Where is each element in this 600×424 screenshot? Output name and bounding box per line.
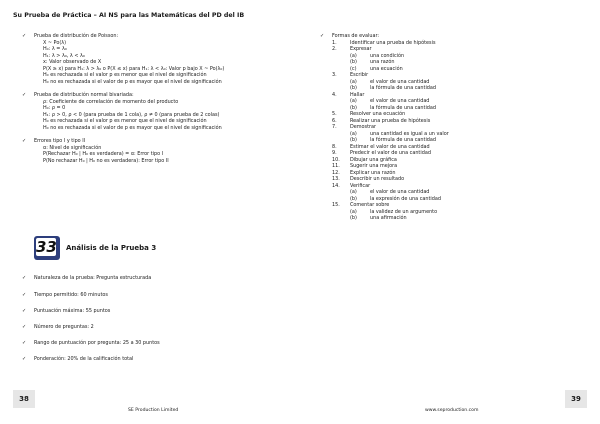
form-subitem-label: (b) bbox=[350, 85, 357, 91]
section-number-badge bbox=[34, 236, 60, 260]
form-subitem-text: una condición bbox=[370, 52, 405, 59]
form-subitem-label: (a) bbox=[350, 52, 357, 59]
form-item-text: Dibujar una gráfica bbox=[350, 156, 397, 163]
form-item-number: 7. bbox=[332, 124, 337, 130]
check-icon: ✓ bbox=[22, 275, 27, 281]
check-icon: ✓ bbox=[22, 92, 27, 98]
check-icon: ✓ bbox=[22, 308, 27, 314]
forms-list bbox=[332, 40, 582, 222]
section-heading bbox=[34, 236, 284, 262]
errors-block bbox=[22, 138, 284, 164]
form-subitem-text: una razón bbox=[370, 59, 395, 65]
analysis-item bbox=[22, 324, 94, 330]
analysis-text: Puntuación máxima: 55 puntos bbox=[34, 308, 111, 314]
errors-line: α: Nivel de significación bbox=[43, 144, 102, 151]
bivariate-line: ρ: Coeficiente de correlación de momento del producto bbox=[43, 98, 179, 105]
left-column bbox=[22, 33, 284, 171]
poisson-line: H₀ no es rechazada si el valor de p es mayor que el nivel de significación bbox=[43, 78, 222, 85]
form-item-text: Estimar el valor de una cantidad bbox=[350, 143, 430, 150]
page-number-left: 38 bbox=[13, 390, 35, 408]
form-subitem-text: el valor de una cantidad bbox=[370, 98, 430, 104]
bivariate-line: H₁: ρ > 0, ρ < 0 (para prueba de 1 cola), ρ ≠ 0 (para prueba de 2 colas) bbox=[43, 111, 220, 118]
poisson-line: P(X ≥ x) para H₁: λ > λ₀ o P(X ≤ x) para H₁: λ < λ₀: Valor p bajo X ~ Po(λ₀) bbox=[43, 65, 225, 72]
form-item-text: Identificar una prueba de hipótesis bbox=[350, 39, 436, 46]
form-subitem-text: la fórmula de una cantidad bbox=[370, 85, 437, 91]
analysis-item bbox=[22, 308, 111, 314]
check-icon: ✓ bbox=[22, 138, 27, 144]
poisson-line: H₁: λ > λ₀, λ < λ₀ bbox=[43, 52, 85, 59]
form-subitem-label: (b) bbox=[350, 104, 357, 111]
form-subitem-label: (b) bbox=[350, 137, 357, 143]
form-subitem-text: una cantidad es igual a un valor bbox=[370, 130, 449, 137]
form-item-number: 8. bbox=[332, 143, 337, 150]
form-subitem-text: la validez de un argumento bbox=[370, 208, 438, 215]
poisson-line: X ~ Po(λ) bbox=[43, 39, 67, 46]
bivariate-line: H₀: ρ = 0 bbox=[43, 105, 66, 111]
form-subitem-label: (a) bbox=[350, 98, 357, 104]
form-item-text: Verificar bbox=[350, 182, 371, 189]
bivariate-lines bbox=[34, 99, 284, 132]
form-subitem-label: (a) bbox=[350, 78, 357, 85]
form-subitem bbox=[332, 215, 582, 222]
form-subitem-text: una ecuación bbox=[370, 65, 403, 72]
analysis-text: Rango de puntuación por pregunta: 25 a 30 puntos bbox=[34, 340, 160, 346]
errors-line: P(Rechazar H₀ | H₀ es verdadera) = α: Error tipo I bbox=[43, 151, 164, 157]
bivariate-title: Prueba de distribución normal bivariada: bbox=[34, 92, 134, 98]
form-item-number: 2. bbox=[332, 46, 337, 52]
form-item-text: Realizar una prueba de hipótesis bbox=[350, 117, 431, 124]
form-item-text: Explicar una razón bbox=[350, 169, 396, 176]
errors-line: P(No rechazar H₀ | H₀ no es verdadera): Error tipo II bbox=[43, 157, 169, 164]
form-subitem-label: (a) bbox=[350, 130, 357, 137]
form-item-text: Escribir bbox=[350, 72, 369, 78]
analysis-item bbox=[22, 275, 152, 281]
form-item-number: 14. bbox=[332, 182, 340, 189]
form-item-number: 9. bbox=[332, 150, 337, 156]
form-subitem-label: (b) bbox=[350, 215, 357, 221]
analysis-text: Naturaleza de la prueba: Pregunta estructurada bbox=[34, 275, 152, 281]
forms-title: Formas de evaluar: bbox=[332, 33, 380, 39]
check-icon: ✓ bbox=[22, 292, 27, 298]
errors-lines bbox=[34, 145, 284, 165]
form-item-number: 10. bbox=[332, 156, 340, 163]
form-subitem-label: (c) bbox=[350, 65, 357, 72]
form-item-number: 12. bbox=[332, 169, 340, 176]
poisson-line: H₀ es rechazada si el valor p es menor que el nivel de significación bbox=[43, 72, 207, 78]
form-item-text: Sugerir una mejora bbox=[350, 163, 398, 169]
bivariate-block bbox=[22, 92, 284, 131]
form-item-text: Resolver una ecuación bbox=[350, 111, 406, 117]
page-header: Su Prueba de Práctica – AI NS para las Matemáticas del PD del IB bbox=[13, 12, 245, 19]
analysis-text: Ponderación: 20% de la calificación total bbox=[34, 356, 134, 362]
form-item-text: Describir un resultado bbox=[350, 176, 405, 182]
analysis-item bbox=[22, 340, 160, 346]
form-item-text: Comentar sobre bbox=[350, 202, 390, 208]
analysis-text: Número de preguntas: 2 bbox=[34, 324, 94, 330]
section-number: 33 bbox=[36, 238, 57, 256]
analysis-text: Tiempo permitido: 60 minutos bbox=[34, 292, 108, 298]
form-item-text: Demostrar bbox=[350, 124, 377, 130]
form-subitem-text: la fórmula de una cantidad bbox=[370, 104, 437, 111]
publisher-name: SE Production Limited bbox=[128, 408, 179, 413]
page-number-right: 39 bbox=[565, 390, 587, 408]
poisson-lines bbox=[34, 40, 284, 86]
form-item-text: Hallar bbox=[350, 91, 365, 98]
form-subitem-text: el valor de una cantidad bbox=[370, 189, 430, 195]
form-subitem-label: (a) bbox=[350, 189, 357, 195]
check-icon: ✓ bbox=[22, 356, 27, 362]
publisher-url: www.seproduction.com bbox=[425, 408, 479, 413]
bivariate-line: H₀ es rechazada si el valor p es menor que el nivel de significación bbox=[43, 118, 207, 124]
form-subitem-label: (a) bbox=[350, 208, 357, 215]
form-subitem-label: (b) bbox=[350, 195, 357, 202]
form-item-number: 15. bbox=[332, 202, 340, 208]
analysis-item bbox=[22, 356, 134, 362]
poisson-line: x: Valor observado de X bbox=[43, 59, 102, 65]
form-subitem-label: (b) bbox=[350, 59, 357, 65]
form-item-number: 6. bbox=[332, 117, 337, 124]
form-item-number: 5. bbox=[332, 111, 337, 117]
form-item-number: 3. bbox=[332, 72, 337, 78]
form-item-text: Predecir el valor de una cantidad bbox=[350, 150, 431, 156]
poisson-title: Prueba de distribución de Poisson: bbox=[34, 33, 119, 39]
form-subitem-text: la expresión de una cantidad bbox=[370, 195, 441, 202]
errors-title: Errores tipo I y tipo II bbox=[34, 138, 86, 144]
form-subitem-text: el valor de una cantidad bbox=[370, 78, 430, 85]
form-item-number: 1. bbox=[332, 39, 337, 46]
form-item-number: 13. bbox=[332, 176, 340, 182]
poisson-block bbox=[22, 33, 284, 85]
bivariate-line: H₀ no es rechazada si el valor de p es mayor que el nivel de significación bbox=[43, 124, 222, 131]
form-item-number: 4. bbox=[332, 91, 337, 98]
form-subitem-text: una afirmación bbox=[370, 215, 407, 221]
form-item-text: Expresar bbox=[350, 46, 372, 52]
form-item-number: 11. bbox=[332, 163, 340, 169]
check-icon: ✓ bbox=[22, 324, 27, 330]
right-column bbox=[320, 33, 582, 222]
analysis-item bbox=[22, 292, 108, 298]
form-subitem-text: la fórmula de una cantidad bbox=[370, 137, 437, 143]
check-icon: ✓ bbox=[22, 340, 27, 346]
poisson-line: H₀: λ = λ₀ bbox=[43, 46, 67, 52]
section-title: Análisis de la Prueba 3 bbox=[66, 244, 157, 252]
check-icon: ✓ bbox=[320, 33, 325, 39]
check-icon: ✓ bbox=[22, 33, 27, 39]
